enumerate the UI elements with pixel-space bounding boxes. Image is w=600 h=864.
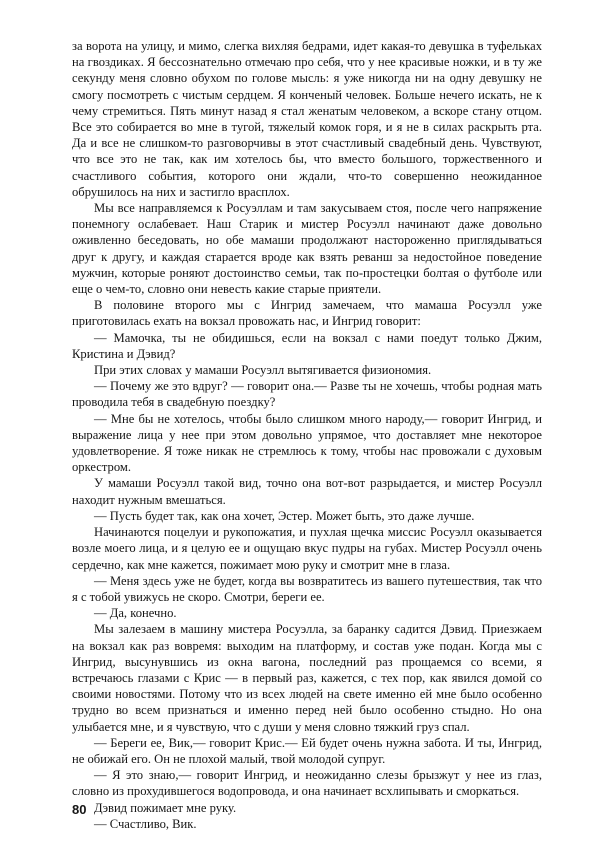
paragraph: — Я это знаю,— говорит Ингрид, и неожиданно слезы брызжут у нее из глаз, словно из прохудившегося водопровода, и она начинает всхлипывать и сморкаться. — [72, 768, 542, 799]
page-number: 80 — [72, 802, 87, 817]
paragraph: — Почему же это вдруг? — говорит она.— Разве ты не хочешь, чтобы родная мать проводила тебя в свадебную поездку? — [72, 379, 542, 410]
paragraph: — Мне бы не хотелось, чтобы было слишком много народу,— говорит Ингрид, и выражение лица у нее при этом довольно упрямое, что доставляет мне некоторое удовлетворение. Я тоже никак не стремлюсь к тому, чтобы нас провожали с духовым оркестром. — [72, 411, 542, 475]
paragraph: — Мамочка, ты не обидишься, если на вокзал с нами поедут только Джим, Кристина и Дэвид? — [72, 330, 542, 361]
paragraph: В половине второго мы с Ингрид замечаем, что мамаша Росуэлл уже приготовилась ехать на вокзал провожать нас, и Ингрид говорит: — [72, 298, 542, 329]
paragraph: При этих словах у мамаши Росуэлл вытягивается физиономия. — [94, 363, 432, 378]
paragraph: за ворота на улицу, и мимо, слегка вихляя бедрами, идет какая-то девушка в туфельках на гвоздиках. Я бессознательно отмечаю про себя, что у нее красивые ножки, и в ту же секунду меня словно обухом по голове мысль: я уже никогда ни на одну девушку не смогу посмотреть с чистым сердцем. Я конченый человек. Больше нечего искать, не к чему стремиться. Пять минут назад я стал женатым человеком, а вскоре стану отцом. Все это собирается во мне в тугой, тяжелый комок горя, и я не в силах раскрыть рта. Да и все не слишком-то разговорчивы в этот счастливый свадебный день. Чувствуют, что все это не так, как им хотелось бы, что вместо большого, торжественного и счастливого события, которого они ждали, что-то совершенно неожиданное обрушилось на них и застигло врасплох. — [72, 39, 542, 199]
paragraph: Начинаются поцелуи и рукопожатия, и пухлая щечка миссис Росуэлл оказывается возле моего лица, и я целую ее и ощущаю вкус пудры на губах. Мистер Росуэлл очень сердечно, как мне кажется, пожимает мою руку и смотрит мне в глаза. — [72, 525, 542, 572]
paragraph: — Меня здесь уже не будет, когда вы возвратитесь из вашего путешествия, так что я с тобой увижусь не скоро. Смотри, береги ее. — [72, 573, 542, 604]
paragraph: — Да, конечно. — [94, 606, 177, 621]
paragraph: — Пусть будет так, как она хочет, Эстер. Может быть, это даже лучше. — [94, 508, 475, 523]
paragraph: Дэвид пожимает мне руку. — [94, 800, 237, 815]
book-page — [72, 38, 542, 832]
paragraph: Мы все направляемся к Росуэллам и там закусываем стоя, после чего напряжение понемногу ослабевает. Наш Старик и мистер Росуэлл начинают даже довольно оживленно беседовать, но обе мамаши продолжают настороженно приглядываться друг к другу, и каждая старается вроде как взять реванш за недостойное поведение мужчин, которые роняют достоинство семьи, так по-простецки болтая о футболе или еще о чем-то, словно они невесть какие старые приятели. — [72, 201, 542, 297]
paragraph: У мамаши Росуэлл такой вид, точно она вот-вот разрыдается, и мистер Росуэлл находит нужным вмешаться. — [72, 476, 542, 507]
paragraph: — Береги ее, Вик,— говорит Крис.— Ей будет очень нужна забота. И ты, Ингрид, не обижай его. Он не плохой малый, твой молодой супруг. — [72, 735, 542, 766]
paragraph: Мы залезаем в машину мистера Росуэлла, за баранку садится Дэвид. Приезжаем на вокзал как раз вовремя: выходим на платформу, и состав уже подан. Когда мы с Ингрид, высунувшись из окна вагона, последний раз прощаемся со всеми, я встречаюсь глазами с Крис — в первый раз, кажется, с тех пор, как явился домой со своими новостями. Потому что из всех людей на свете именно ей мне было особенно трудно во всем признаться и именно перед ней было особенно стыдно. Но она улыбается мне, и я чувствую, что с души у меня словно тяжкий груз спал. — [72, 622, 542, 734]
paragraph: — Счастливо, Вик. — [94, 816, 197, 831]
